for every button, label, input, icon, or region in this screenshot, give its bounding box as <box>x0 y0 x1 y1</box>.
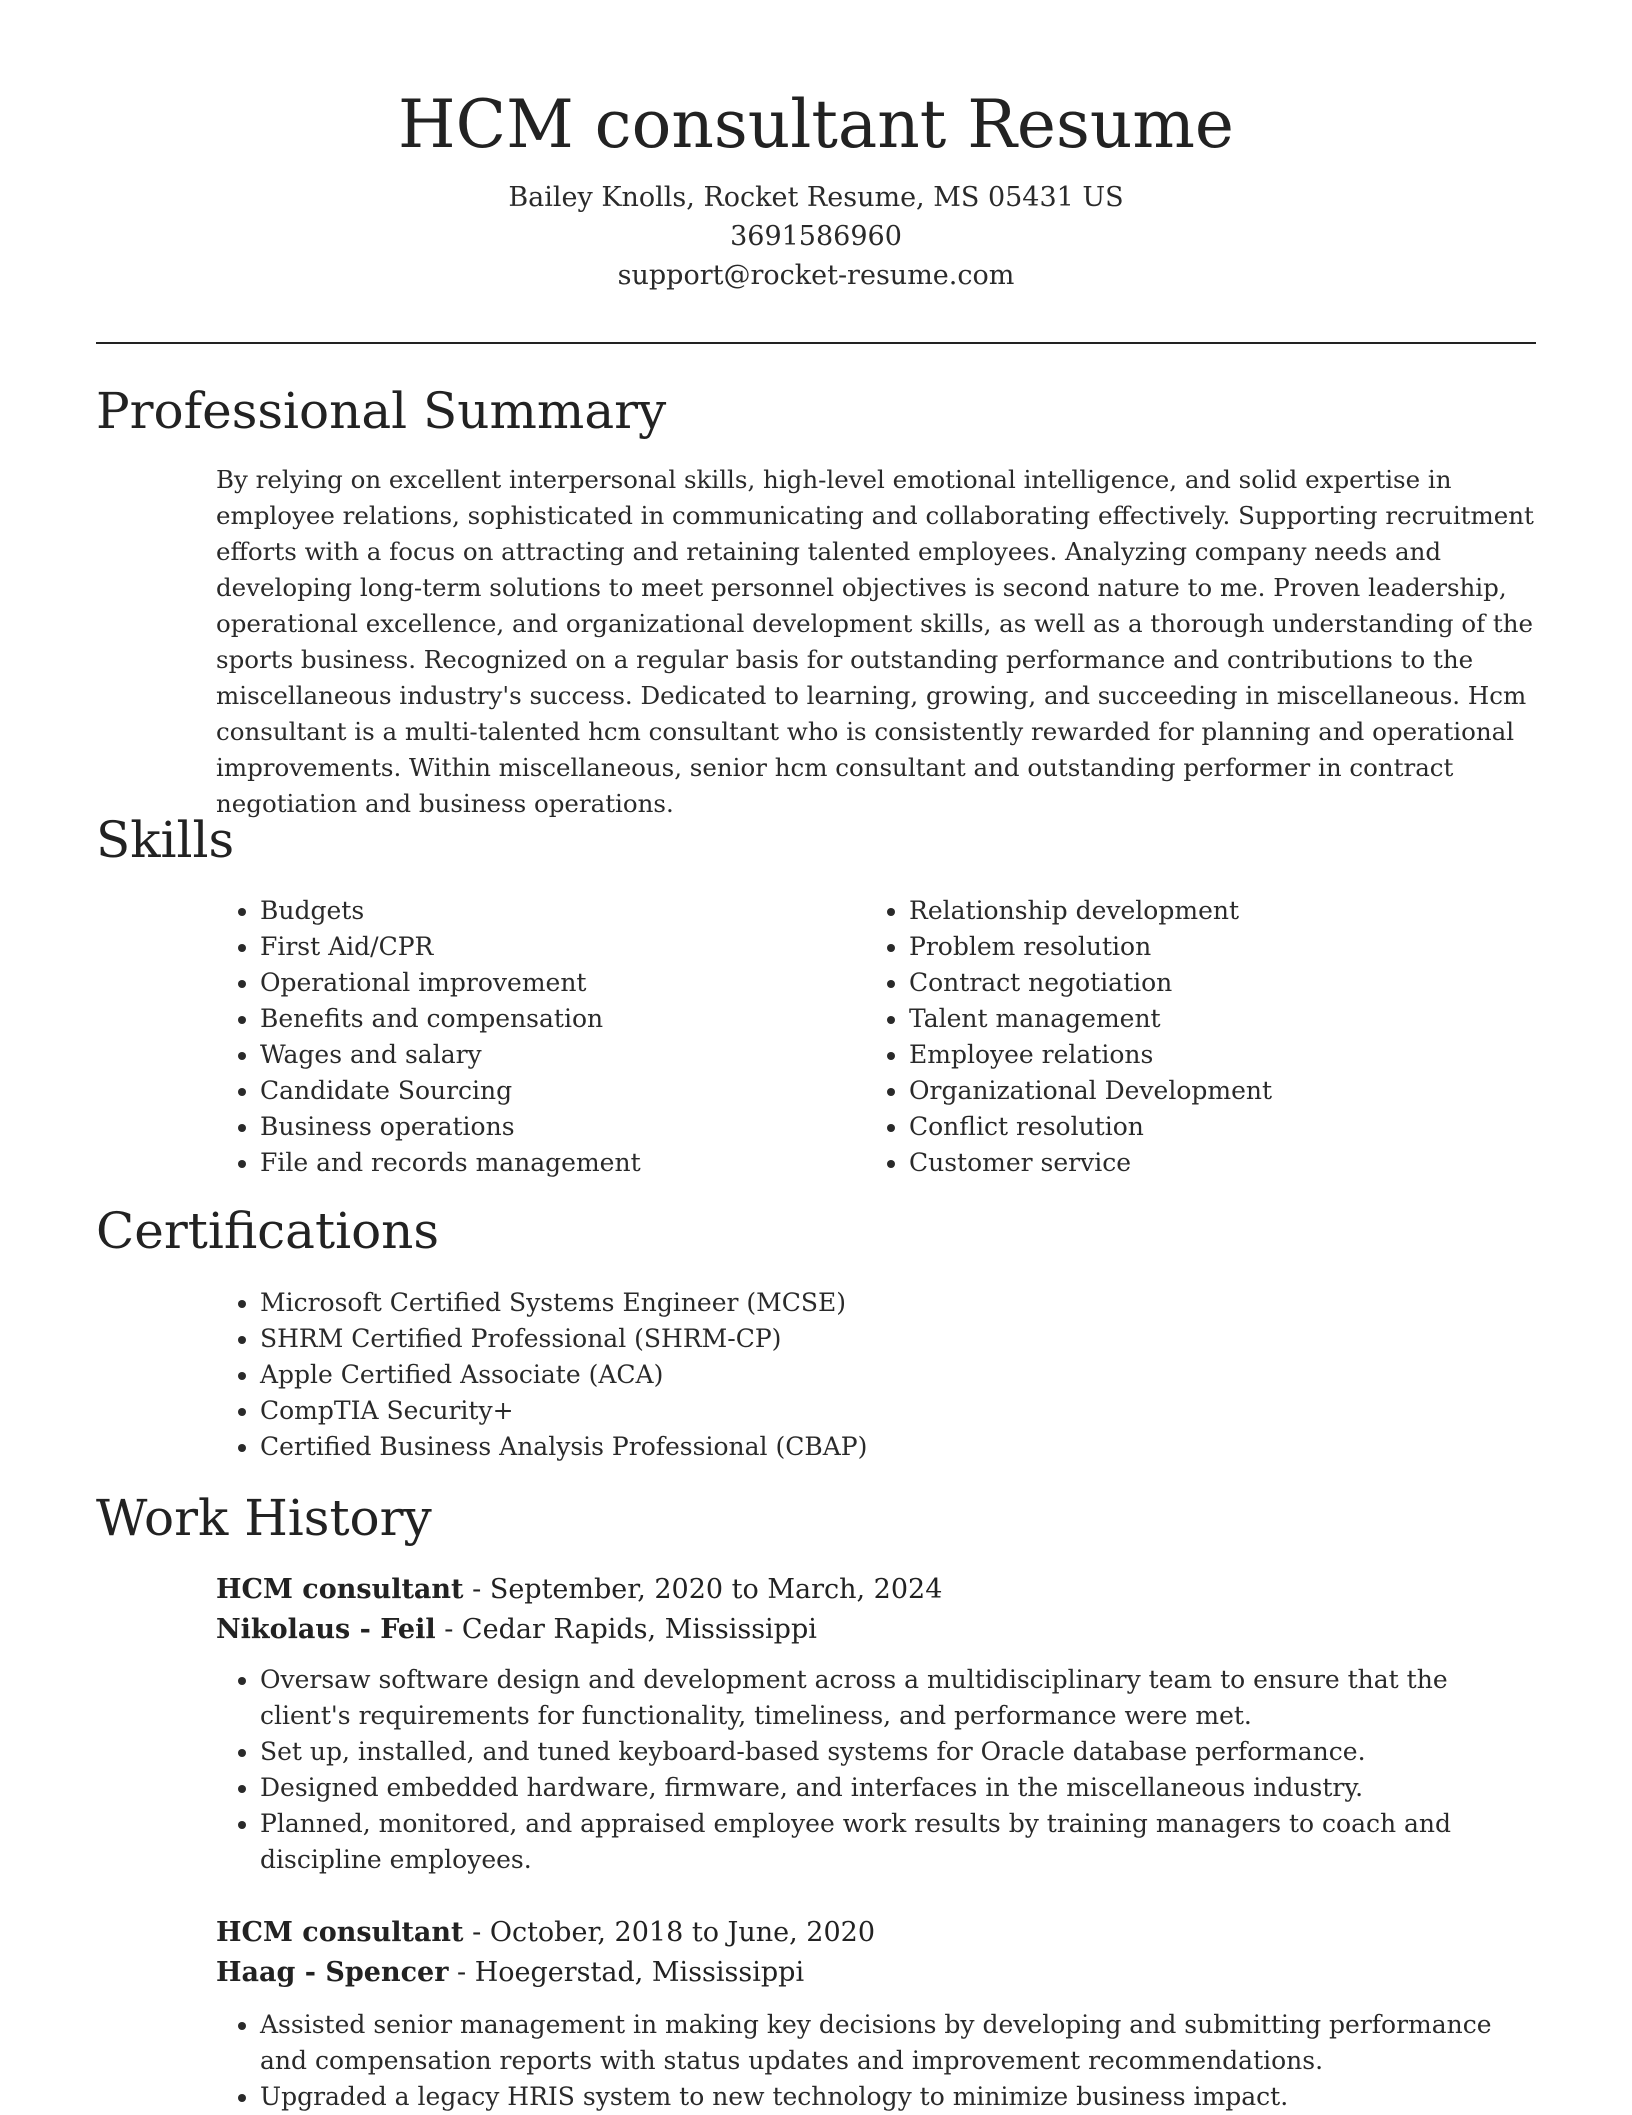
job-company-line <box>216 1953 1534 1993</box>
job-bullet: • Upgraded a legacy HRIS system to new technology to minimize business impact. <box>260 2079 1534 2115</box>
skill-item: • Operational improvement <box>260 965 856 1001</box>
contact-email: support@rocket-resume.com <box>617 260 1015 291</box>
skill-item: • Budgets <box>260 893 856 929</box>
job-entry <box>216 1913 1534 2115</box>
skill-item: • Customer service <box>909 1145 1505 1181</box>
job-company: Haag - Spencer <box>216 1957 449 1988</box>
resume-title: HCM consultant Resume <box>398 86 1234 163</box>
summary-heading: Professional Summary <box>96 382 667 440</box>
job-dates: - October, 2018 to June, 2020 <box>463 1917 875 1948</box>
summary-text: By relying on excellent interpersonal skills, high-level emotional intelligence, and solid expertise in employee relations, sophisticated in communicating and collaborating effectively. Supporting recruitment efforts with a focus on attracting and retaining talented employees. Analyzing company needs and developing long-term solutions to meet personnel objectives is second nature to me. Proven leadership, operational excellence, and organizational development skills, as well as a thorough understanding of the sports business. Recognized on a regular basis for outstanding performance and contributions to the miscellaneous industry's success. Dedicated to learning, growing, and succeeding in miscellaneous. Hcm consultant is a multi-talented hcm consultant who is consistently rewarded for planning and operational improvements. Within miscellaneous, senior hcm consultant and outstanding performer in contract negotiation and business operations. <box>216 465 1534 818</box>
certifications-heading: Certifications <box>96 1202 440 1260</box>
contact-info <box>0 178 1632 295</box>
certification-item: • Microsoft Certified Systems Engineer (MCSE) <box>260 1285 1534 1321</box>
job-title: HCM consultant <box>216 1917 464 1948</box>
skill-item: • Employee relations <box>909 1037 1505 1073</box>
job-bullet: • Set up, installed, and tuned keyboard-based systems for Oracle database performance. <box>260 1734 1534 1770</box>
job-bullet: • Assisted senior management in making key decisions by developing and submitting performance and compensation reports with status updates and improvement recommendations. <box>260 2007 1534 2079</box>
skills-right-column <box>865 893 1505 1181</box>
job-bullets <box>216 1662 1534 1878</box>
job-company: Nikolaus - Feil <box>216 1614 436 1645</box>
contact-phone: 3691586960 <box>730 221 902 252</box>
skill-item: • Business operations <box>260 1109 856 1145</box>
skill-item: • Conflict resolution <box>909 1109 1505 1145</box>
skill-item: • First Aid/CPR <box>260 929 856 965</box>
skill-item: • Relationship development <box>909 893 1505 929</box>
skill-item: • Problem resolution <box>909 929 1505 965</box>
skill-item: • Talent management <box>909 1001 1505 1037</box>
skills-list-right <box>865 893 1505 1181</box>
job-company-line <box>216 1610 1534 1650</box>
certification-item: • SHRM Certified Professional (SHRM-CP) <box>260 1321 1534 1357</box>
job-bullet: • Planned, monitored, and appraised employee work results by training managers to coach and discipline employees. <box>260 1806 1534 1878</box>
skill-item: • Organizational Development <box>909 1073 1505 1109</box>
job-title-line <box>216 1570 1534 1610</box>
job-bullets <box>216 2007 1534 2115</box>
skills-list-left <box>216 893 856 1181</box>
resume-header <box>0 80 1632 295</box>
job-dates: - September, 2020 to March, 2024 <box>463 1574 943 1605</box>
certification-item: • CompTIA Security+ <box>260 1393 1534 1429</box>
certifications-block <box>216 1285 1534 1465</box>
job-title: HCM consultant <box>216 1574 464 1605</box>
header-divider <box>96 342 1536 344</box>
job-title-line <box>216 1913 1534 1953</box>
job-bullet: • Designed embedded hardware, firmware, and interfaces in the miscellaneous industry. <box>260 1770 1534 1806</box>
certifications-list <box>216 1285 1534 1465</box>
skill-item: • File and records management <box>260 1145 856 1181</box>
skill-item: • Wages and salary <box>260 1037 856 1073</box>
job-entry <box>216 1570 1534 1878</box>
skill-item: • Candidate Sourcing <box>260 1073 856 1109</box>
certification-item: • Certified Business Analysis Professional (CBAP) <box>260 1429 1534 1465</box>
certification-item: • Apple Certified Associate (ACA) <box>260 1357 1534 1393</box>
skills-left-column <box>216 893 856 1181</box>
skills-heading: Skills <box>96 811 235 869</box>
skill-item: • Contract negotiation <box>909 965 1505 1001</box>
job-bullet: • Oversaw software design and development across a multidisciplinary team to ensure that the client's requirements for functionality, timeliness, and performance were met. <box>260 1662 1534 1734</box>
skill-item: • Benefits and compensation <box>260 1001 856 1037</box>
job-location: - Cedar Rapids, Mississippi <box>435 1614 817 1645</box>
work-history-heading: Work History <box>96 1489 432 1547</box>
contact-address: Bailey Knolls, Rocket Resume, MS 05431 US <box>508 182 1124 213</box>
job-location: - Hoegerstad, Mississippi <box>448 1957 805 1988</box>
